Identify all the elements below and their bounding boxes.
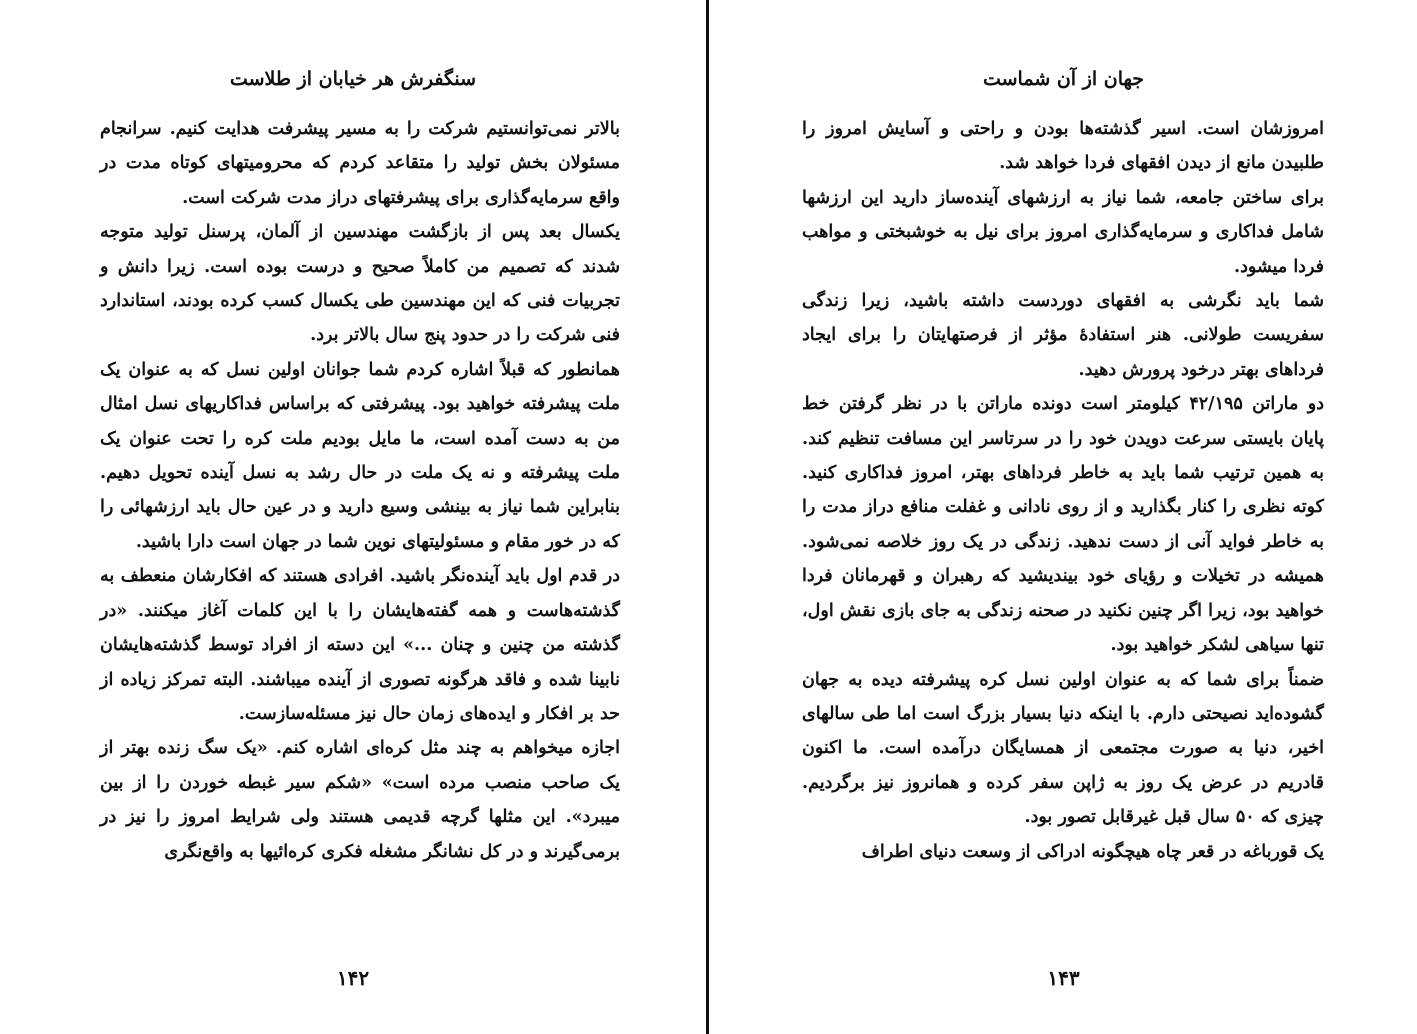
paragraph: امروزشان است. اسیر گذشته‌ها بودن و راحتی و آسایش امروز را طلبیدن مانع از دیدن افقهای فردا خواهد شد.: [802, 119, 1324, 174]
page-number: ۱۴۲: [336, 966, 370, 990]
paragraph: شما باید نگرشی به افقهای دوردست داشته باشید، زیرا زندگی سفریست طولانی. هنر استفادهٔ مؤثر از فرصتهایتان را برای ایجاد فرداهای بهتر درخود پرورش دهید.: [802, 291, 1324, 380]
page-body: [802, 112, 1324, 869]
paragraph: یک قورباغه در قعر چاه هیچگونه ادراکی از وسعت دنیای اطراف: [861, 841, 1324, 862]
paragraph: اجازه میخواهم به چند مثل کره‌ای اشاره کنم. «یک سگ زنده بهتر از یک صاحب منصب مرده است» «شکم سیر غبطه خوردن را از بین میبرد». این مثلها گرچه قدیمی هستند ولی شرایط امروز را نیز در برمی‌گیرند و در کل نشانگر مشغله فکری کره‌ائیها به واقع‌نگری: [100, 738, 620, 862]
paragraph: یکسال بعد پس از بازگشت مهندسین از آلمان، پرسنل تولید متوجه شدند که تصمیم من کاملاً صحیح و درست بوده است. زیرا دانش و تجربیات فنی که این مهندسین طی یکسال کسب کرده بودند، استاندارد فنی شرکت را در حدود پنج سال بالاتر برد.: [100, 222, 620, 346]
paragraph: همانطور که قبلاً اشاره کردم شما جوانان اولین نسل که به عنوان یک ملت پیشرفته خواهید بود. پیشرفتی که براساس فداکاریهای نسل امثال من به دست آمده است، ما مایل بودیم ملت کره را تحت عنوان یک ملت پیشرفته و نه یک ملت در حال رشد به نسل آینده تحویل دهیم. بنابراین شما نیاز به بینشی وسیع دارید و در عین حال باید ارزشهائی را که در خور مقام و مسئولیتهای نوین شما در جهان است دارا باشید.: [100, 359, 620, 552]
left-page: [0, 0, 706, 1034]
paragraph: برای ساختن جامعه، شما نیاز به ارزشهای آینده‌ساز دارید این ارزشها شامل فداکاری و سرمایه‌گذاری امروز برای نیل به خوشبختی و مواهب فردا میشود.: [802, 187, 1324, 277]
running-header: جهان از آن شماست: [982, 68, 1145, 90]
running-header: سنگفرش هر خیابان از طلاست: [229, 68, 477, 90]
paragraph: بالاتر نمی‌توانستیم شرکت را به مسیر پیشرفت هدایت کنیم. سرانجام مسئولان بخش تولید را متقاعد کردم که محرومیتهای کوتاه مدت در واقع سرمایه‌گذاری برای پیشرفتهای دراز مدت شرکت است.: [100, 119, 620, 208]
right-page: [710, 0, 1417, 1034]
paragraph: ضمناً برای شما که به عنوان اولین نسل کره پیشرفته دیده به جهان گشوده‌اید نصیحتی دارم. با اینکه دنیا بسیار بزرگ است اما طی سالهای اخیر، دنیا به صورت مجتمعی از همسایگان درآمده است. ما اکنون قادریم در عرض یک روز به ژاپن سفر کرده و همانروز نیز برگردیم. چیزی که ۵۰ سال قبل غیرقابل تصور بود.: [802, 669, 1324, 828]
paragraph: در قدم اول باید آینده‌نگر باشید. افرادی هستند که افکارشان منعطف به گذشته‌هاست و همه گفته‌هایشان را با این کلمات آغاز میکنند. «در گذشته من چنین و چنان ...» این دسته از افراد توسط گذشته‌هایشان نابینا شده و فاقد هرگونه تصوری از آینده میباشند. البته تمرکز زیاده از حد بر افکار و ایده‌های زمان حال نیز مسئله‌سازست.: [100, 566, 620, 724]
page-body: [100, 112, 620, 869]
page-number: ۱۴۳: [1047, 966, 1080, 990]
page-gutter: [706, 0, 709, 1034]
paragraph: دو ماراتن ۴۲/۱۹۵ کیلومتر است دونده ماراتن با در نظر گرفتن خط پایان بایستی سرعت دویدن خود را در سرتاسر این مسافت تنظیم کند. به همین ترتیب شما باید به خاطر فرداهای بهتر، امروز فداکاری کنید. کوته نظری را کنار بگذارید و از روی نادانی و غفلت منافع دراز مدت را به خاطر فواید آنی از دست ندهید. زندگی در یک روز خلاصه نمی‌شود. همیشه در تخیلات و رؤیای خود بیندیشید که رهبران و قهرمانان فردا خواهید بود، زیرا اگر چنین نکنید در صحنه زندگی به جای بازی نقش اول، تنها سیاهی لشکر خواهید بود.: [802, 394, 1324, 656]
